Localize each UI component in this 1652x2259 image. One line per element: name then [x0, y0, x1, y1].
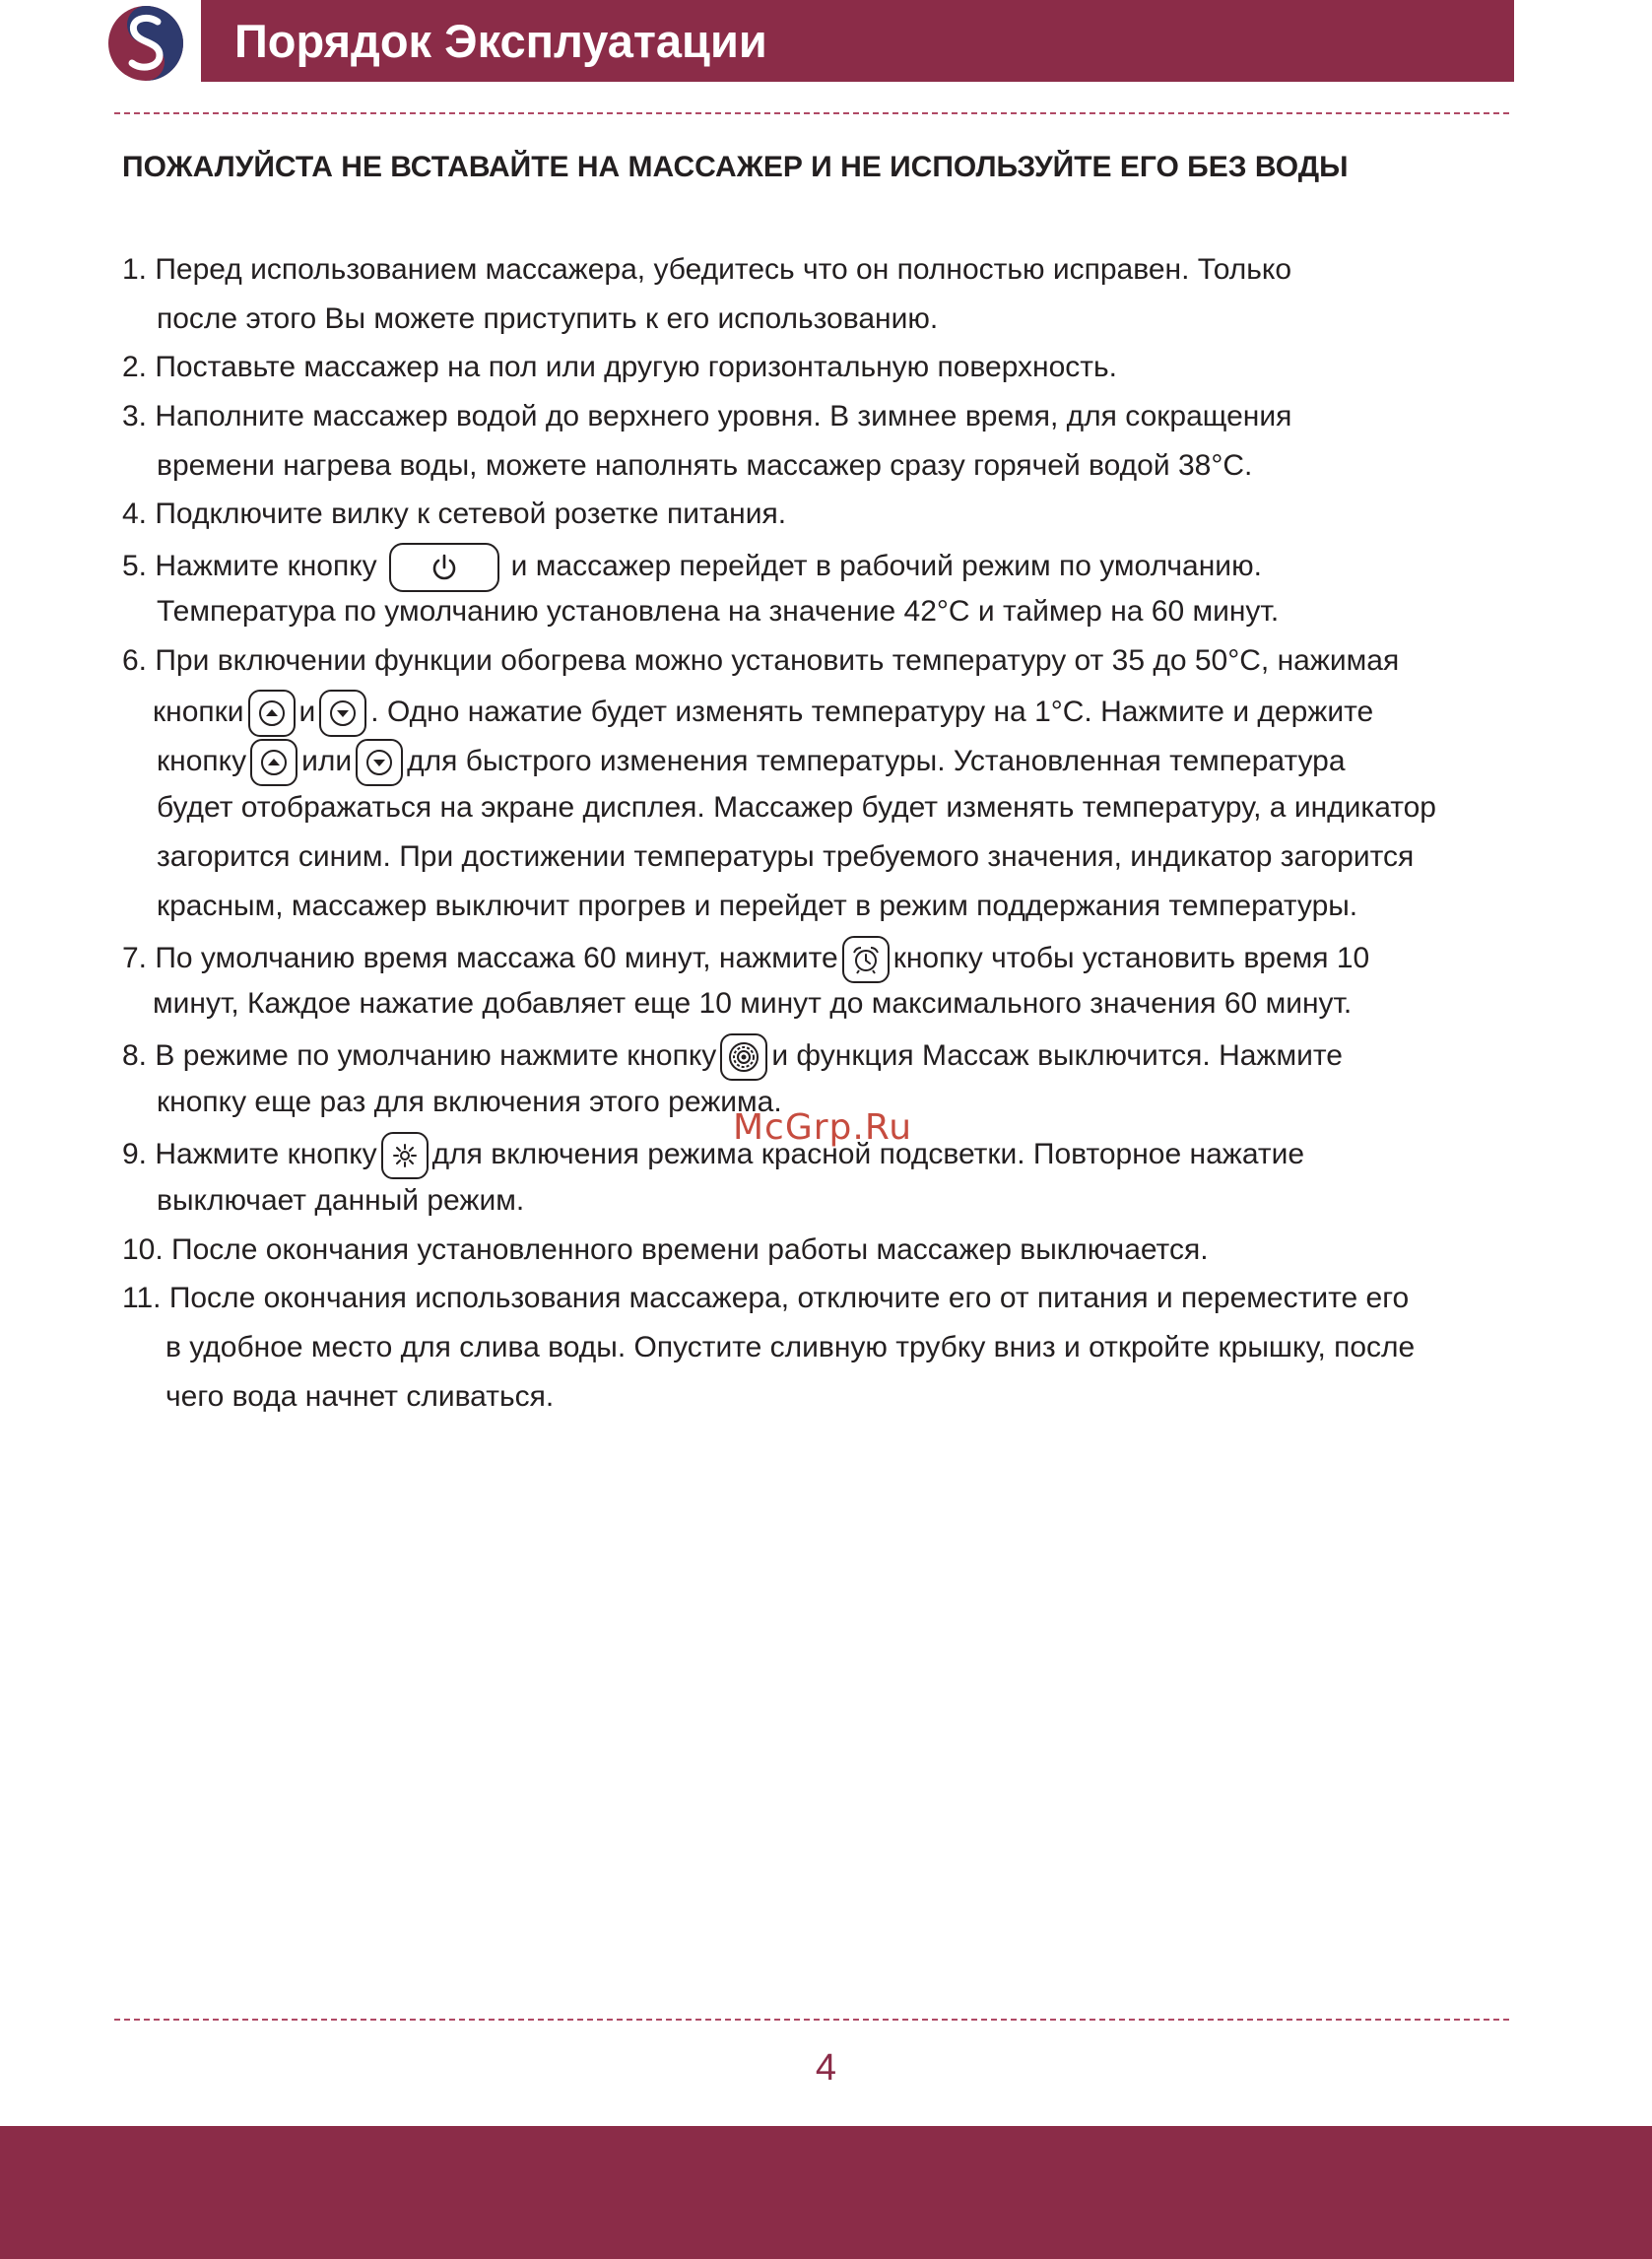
up-button-illustration — [248, 690, 296, 737]
timer-button-illustration — [842, 936, 890, 983]
step-9-line-2: выключает данный режим. — [157, 1184, 525, 1217]
power-icon — [430, 553, 459, 582]
top-divider — [114, 112, 1509, 114]
light-button-illustration — [381, 1132, 429, 1179]
step-3-line-2: времени нагрева воды, можете наполнять массажер сразу горячей водой 38°C. — [157, 449, 1253, 482]
step-11-line-3: чего вода начнет сливаться. — [165, 1380, 555, 1413]
step-6-line-6: красным, массажер выключит прогрев и перейдет в режим поддержания температуры. — [157, 890, 1358, 922]
step-6-line-3 — [157, 739, 1346, 786]
step-6-line-2-end: . Одно нажатие будет изменять температуру на 1°C. Нажмите и держите — [370, 695, 1374, 728]
step-2: 2. Поставьте массажер на пол или другую горизонтальную поверхность. — [122, 351, 1118, 383]
step-1-line-2: после этого Вы можете приступить к его использованию. — [157, 302, 939, 335]
arrow-down-icon — [329, 699, 357, 727]
step-6-line-3-end: для быстрого изменения температуры. Установленная температура — [407, 744, 1346, 777]
footer-bar — [0, 2126, 1652, 2259]
warning-heading: ПОЖАЛУЙСТА НЕ ВСТАВАЙТЕ НА МАССАЖЕР И НЕ ИСПОЛЬЗУЙТЕ ЕГО БЕЗ ВОДЫ — [122, 151, 1349, 183]
step-11-line-1: 11. После окончания использования массажера, отключите его от питания и переместите его — [122, 1282, 1410, 1314]
step-5-line-1 — [122, 543, 1262, 592]
step-8-text-end: и функция Массаж выключится. Нажмите — [771, 1038, 1343, 1072]
step-6-buttons-text: кнопки — [153, 695, 244, 728]
step-9-text-end: для включения режима красной подсветки. Повторное нажатие — [431, 1137, 1305, 1170]
step-5-line-2: Температура по умолчанию установлена на значение 42°C и таймер на 60 минут. — [157, 595, 1280, 628]
arrow-down-icon — [365, 749, 393, 776]
step-5-text-end: и массажер перейдет в рабочий режим по умолчанию. — [510, 549, 1262, 582]
step-6-or: или — [301, 744, 353, 777]
step-4: 4. Подключите вилку к сетевой розетке питания. — [122, 498, 787, 530]
massage-icon — [727, 1040, 760, 1074]
bottom-divider — [114, 2019, 1509, 2021]
step-6-line-2 — [153, 690, 1373, 737]
step-7-line-2: минут, Каждое нажатие добавляет еще 10 минут до максимального значения 60 минут. — [153, 987, 1353, 1020]
power-button-illustration — [389, 543, 499, 592]
step-9-line-1 — [122, 1132, 1304, 1179]
step-11-line-2: в удобное место для слива воды. Опустите сливную трубку вниз и откройте крышку, после — [165, 1331, 1416, 1363]
up-button-illustration-2 — [250, 739, 297, 786]
step-8-line-2: кнопку еще раз для включения этого режима. — [157, 1086, 782, 1118]
header-title: Порядок Эксплуатации — [201, 0, 1514, 82]
watermark: McGrp.Ru — [733, 1107, 913, 1148]
step-7-line-1 — [122, 936, 1369, 983]
down-button-illustration — [319, 690, 366, 737]
down-button-illustration-2 — [356, 739, 403, 786]
page-number: 4 — [815, 2047, 837, 2089]
step-6-line-5: загорится синим. При достижении температуры требуемого значения, индикатор загорится — [157, 840, 1415, 873]
step-8-line-1 — [122, 1033, 1343, 1081]
step-7-text-end: кнопку чтобы установить время 10 — [892, 941, 1370, 974]
arrow-up-icon — [260, 749, 288, 776]
step-10: 10. После окончания установленного времени работы массажер выключается. — [122, 1233, 1209, 1266]
light-icon — [390, 1141, 420, 1170]
alarm-clock-icon — [850, 944, 882, 975]
step-7-text-start: 7. По умолчанию время массажа 60 минут, нажмите — [122, 941, 838, 974]
logo-icon — [106, 4, 185, 83]
step-6-and: и — [298, 695, 316, 728]
step-6-line-4: будет отображаться на экране дисплея. Массажер будет изменять температуру, а индикатор — [157, 791, 1436, 824]
step-8-text-start: 8. В режиме по умолчанию нажмите кнопку — [122, 1038, 717, 1072]
step-1-line-1: 1. Перед использованием массажера, убедитесь что он полностью исправен. Только — [122, 253, 1292, 286]
step-3-line-1: 3. Наполните массажер водой до верхнего уровня. В зимнее время, для сокращения — [122, 400, 1292, 432]
step-5-text-start: 5. Нажмите кнопку — [122, 549, 377, 582]
arrow-up-icon — [258, 699, 286, 727]
step-6-button-text: кнопку — [157, 744, 247, 777]
step-9-text-start: 9. Нажмите кнопку — [122, 1137, 377, 1170]
step-6-line-1: 6. При включении функции обогрева можно установить температуру от 35 до 50°C, нажимая — [122, 644, 1400, 677]
massage-button-illustration — [720, 1033, 767, 1081]
